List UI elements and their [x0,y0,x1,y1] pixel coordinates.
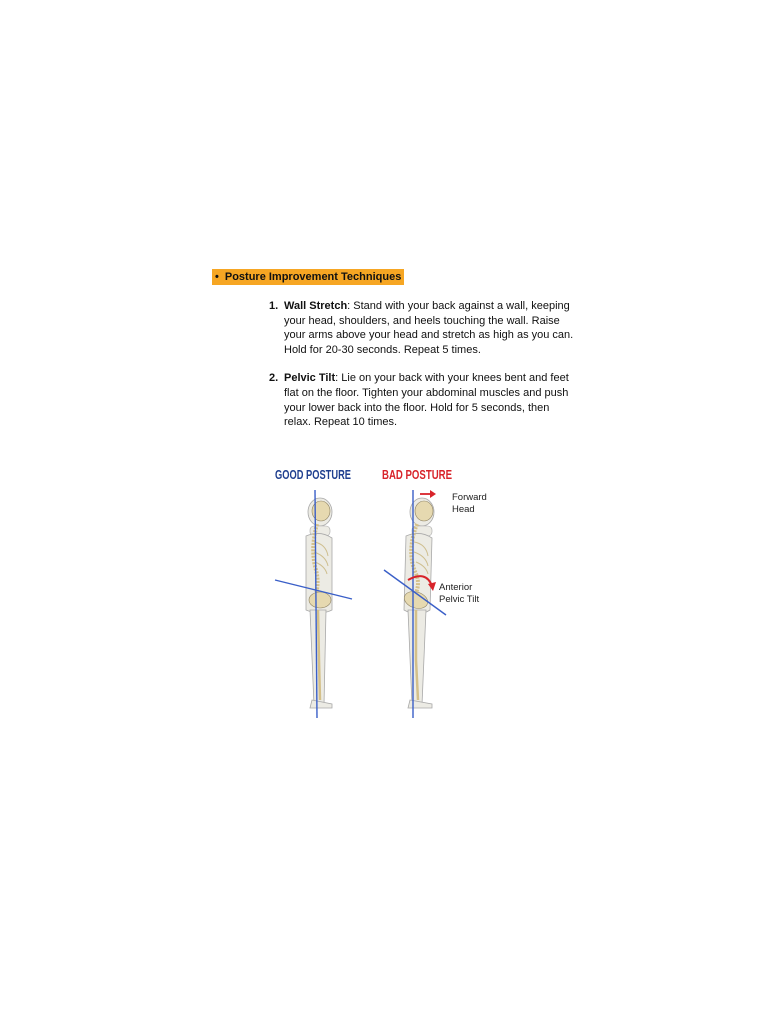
step-title: Wall Stretch [284,300,348,312]
technique-list [269,299,579,444]
step-text: Stand with your back against a wall, keeping your head, shoulders, and heels touching the wall. Raise your arms above your head and stretch as high as you can. Hold for 20-30 seconds. Repeat 5 times. [284,300,574,356]
forward-head-label-line2: Head [452,504,475,515]
forward-head-label-line1: Forward [452,492,487,503]
bullet-icon: • [215,271,219,283]
good-posture-figure [275,490,352,718]
step-separator: : [335,372,339,385]
arrow-right-icon [430,490,436,498]
section-heading [212,269,404,285]
anterior-pelvic-tilt-label-line2: Pelvic Tilt [439,594,480,605]
step-number: 2. [269,372,279,385]
step-separator: : [347,300,351,312]
step-text: Lie on your back with your knees bent and feet flat on the floor. Tighten your abdominal muscles and push your lower back into the floor. Hold for 5 seconds, then relax. Repeat 10 times. [284,372,569,429]
posture-illustration [270,460,510,720]
bad-posture-label: BAD POSTURE [382,467,453,482]
step-number: 1. [269,300,279,312]
step-title: Pelvic Tilt [284,372,336,385]
bad-posture-figure [384,490,446,718]
heading-text: Posture Improvement Techniques [224,271,402,283]
anterior-pelvic-tilt-label-line1: Anterior [439,582,473,593]
list-item [269,371,579,429]
posture-diagram [270,460,510,720]
good-posture-label: GOOD POSTURE [275,467,352,482]
list-item [269,299,579,357]
